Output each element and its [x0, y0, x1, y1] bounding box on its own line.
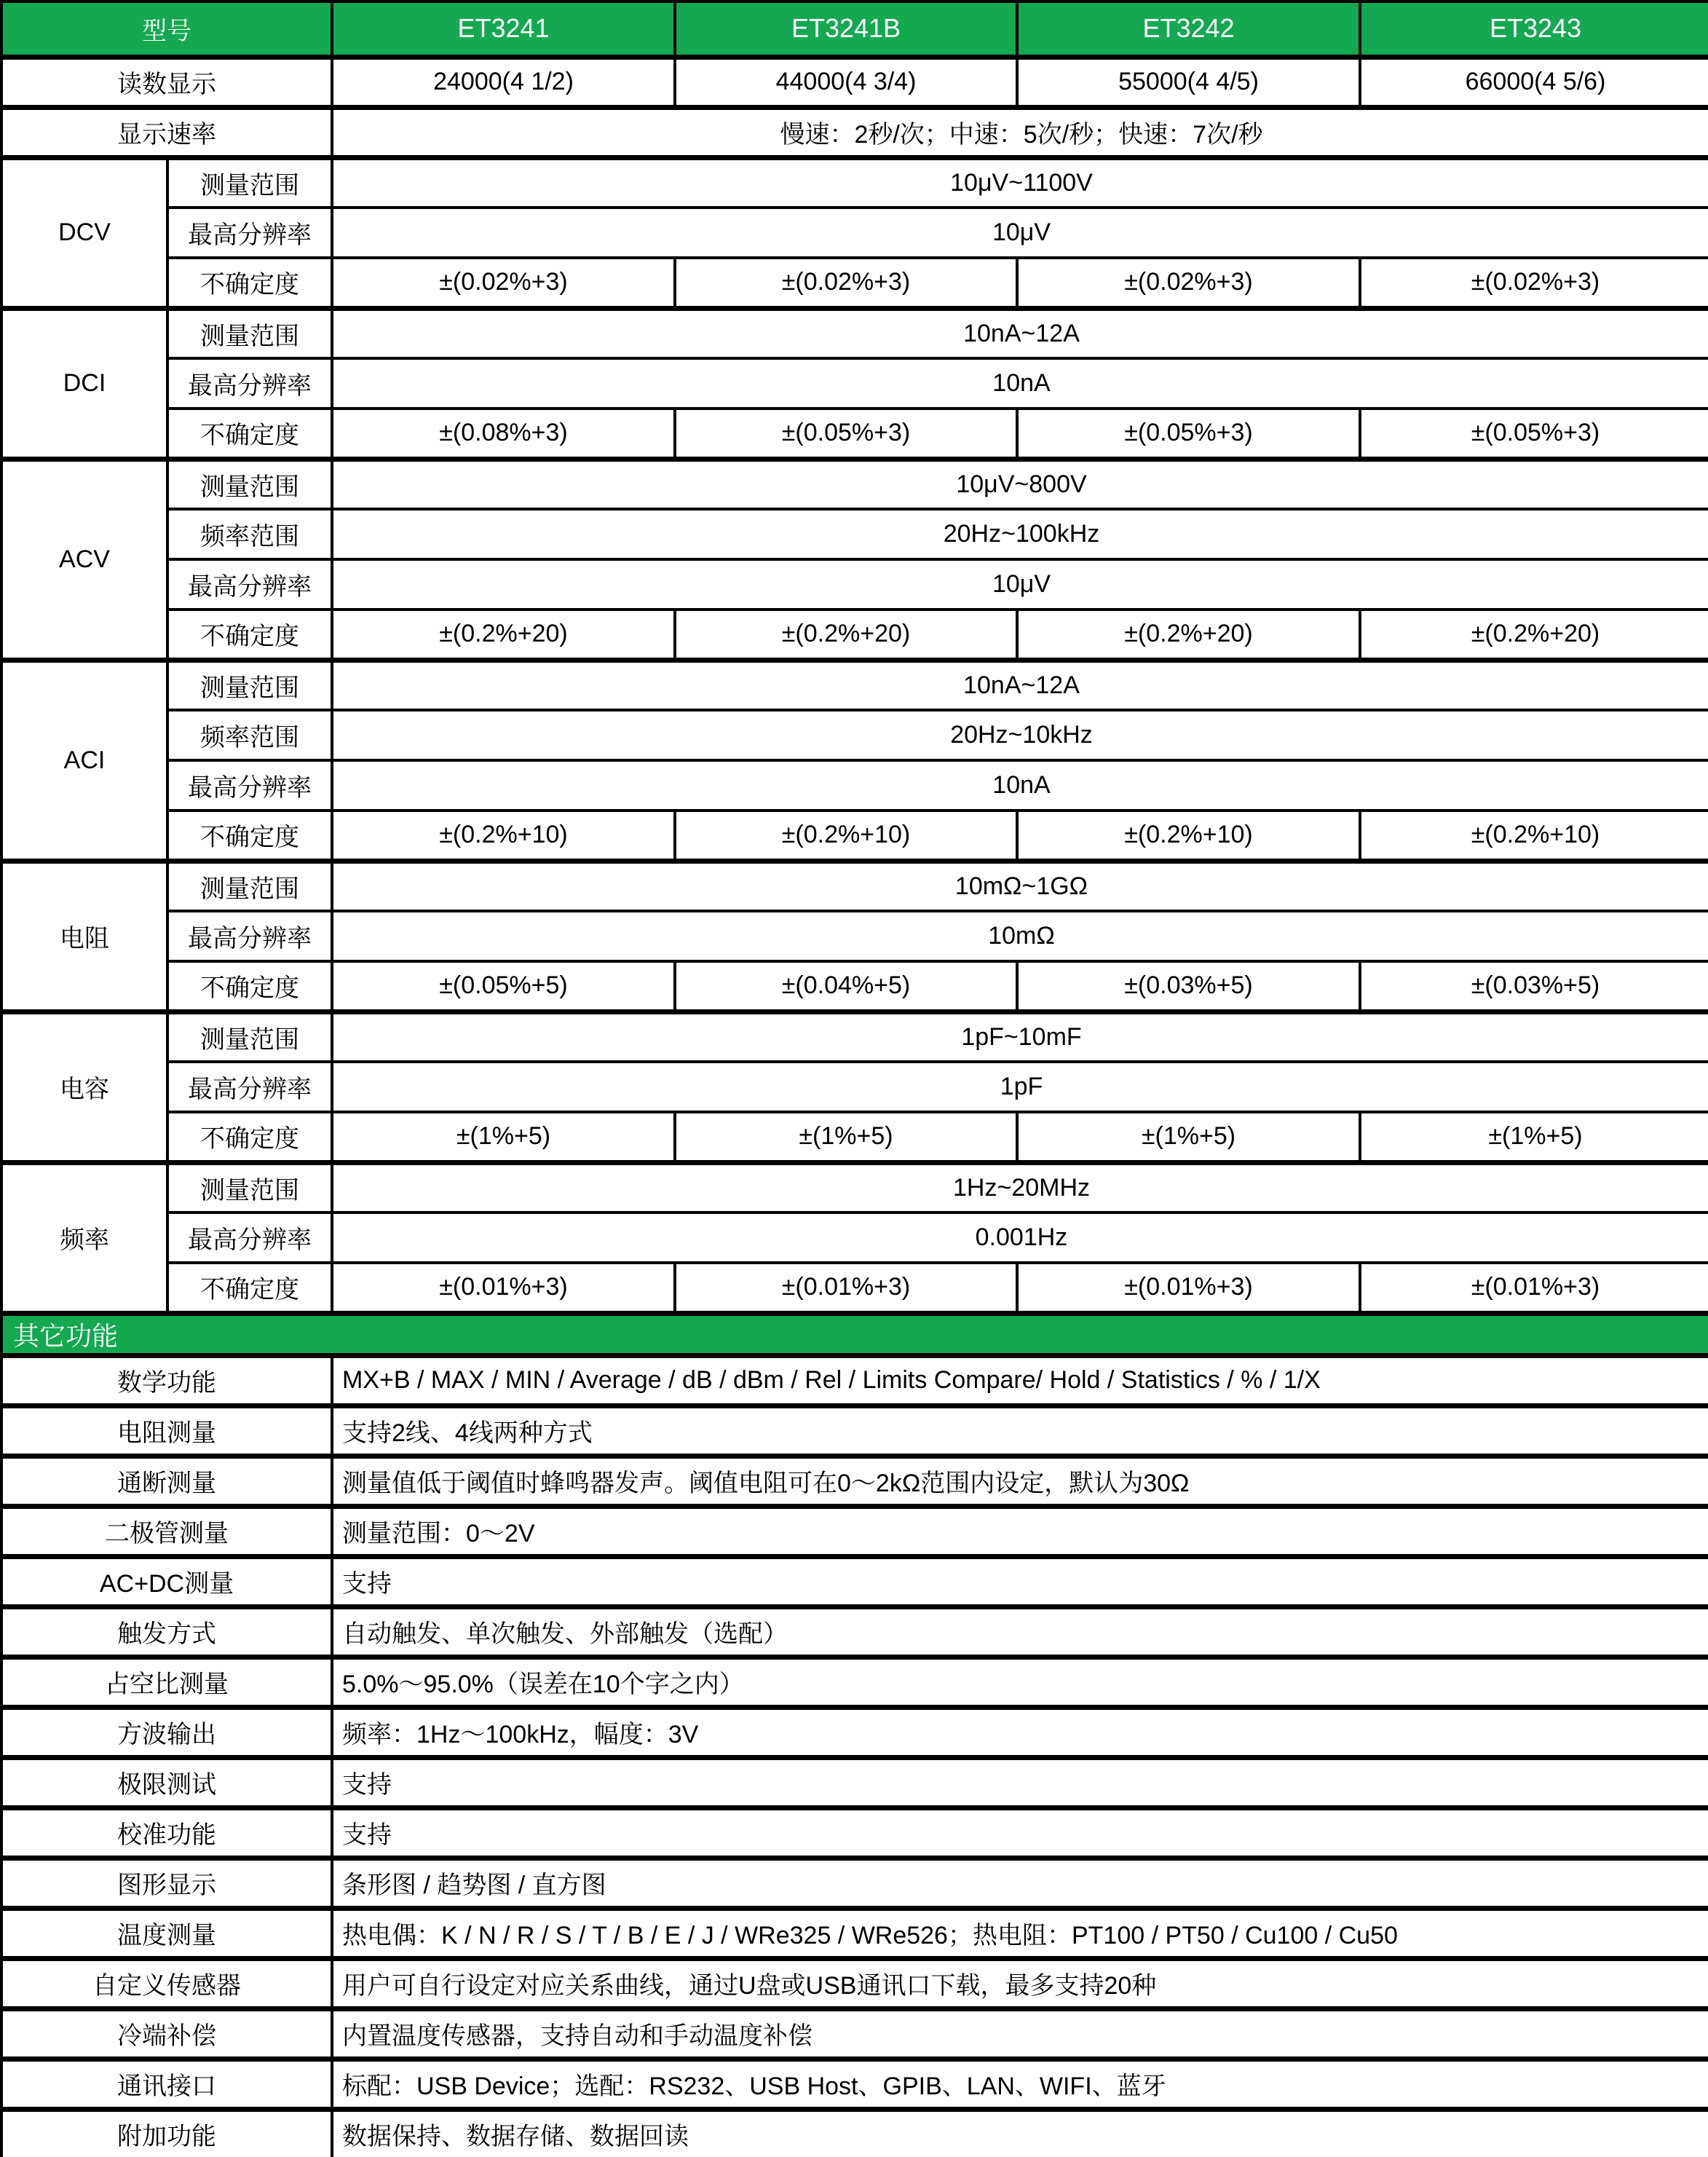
spec-label: 不确定度	[167, 811, 332, 861]
feature-label: 数学功能	[1, 1355, 332, 1405]
model-header-label: 型号	[1, 1, 332, 57]
feature-value: 支持	[332, 1556, 1708, 1606]
spec-value: ±(0.01%+3)	[1360, 1263, 1708, 1313]
spec-row	[1, 861, 1708, 911]
model-header-row	[1, 1, 1708, 57]
spec-value: ±(0.2%+20)	[1017, 610, 1360, 660]
spec-row	[1, 1263, 1708, 1313]
spec-row	[1, 1062, 1708, 1112]
spec-label: 不确定度	[167, 610, 332, 660]
spec-row	[1, 760, 1708, 811]
spec-value: ±(1%+5)	[1017, 1112, 1360, 1162]
spec-label: 不确定度	[167, 961, 332, 1012]
group-label: 频率	[1, 1162, 167, 1313]
spec-value: ±(0.01%+3)	[1017, 1263, 1360, 1313]
spec-row	[1, 559, 1708, 610]
spec-row	[1, 710, 1708, 760]
spec-label: 最高分辨率	[167, 1062, 332, 1112]
spec-value: ±(0.03%+5)	[1017, 961, 1360, 1012]
feature-row	[1, 2109, 1708, 2157]
spec-value: ±(0.2%+20)	[1360, 610, 1708, 660]
feature-row	[1, 1858, 1708, 1908]
spec-value: ±(1%+5)	[675, 1112, 1017, 1162]
spec-label: 最高分辨率	[167, 208, 332, 258]
spec-value: ±(1%+5)	[1360, 1112, 1708, 1162]
spec-label: 测量范围	[167, 861, 332, 911]
feature-value: 测量值低于阈值时蜂鸣器发声。阈值电阻可在0～2kΩ范围内设定，默认为30Ω	[332, 1456, 1708, 1506]
spec-value: ±(0.05%+5)	[332, 961, 675, 1012]
feature-row	[1, 2008, 1708, 2059]
feature-row	[1, 1757, 1708, 1807]
spec-label: 最高分辨率	[167, 760, 332, 811]
spec-label: 频率范围	[167, 509, 332, 559]
spec-value: ±(0.05%+3)	[675, 409, 1017, 459]
spec-value: ±(0.2%+10)	[1360, 811, 1708, 861]
reading-value: 44000(4 3/4)	[675, 57, 1017, 107]
feature-label: 附加功能	[1, 2109, 332, 2157]
feature-label: 温度测量	[1, 1908, 332, 1958]
feature-label: 占空比测量	[1, 1657, 332, 1707]
feature-row	[1, 1807, 1708, 1858]
feature-label: 方波输出	[1, 1707, 332, 1757]
feature-label: 自定义传感器	[1, 1958, 332, 2008]
spec-value: 1Hz~20MHz	[332, 1162, 1708, 1212]
spec-row	[1, 157, 1708, 208]
feature-label: AC+DC测量	[1, 1556, 332, 1606]
section-band-label: 其它功能	[1, 1313, 1708, 1355]
display-rate-row	[1, 107, 1708, 157]
feature-row	[1, 1657, 1708, 1707]
feature-label: 触发方式	[1, 1606, 332, 1657]
spec-row	[1, 358, 1708, 409]
spec-row	[1, 308, 1708, 358]
spec-value: 10nA	[332, 760, 1708, 811]
feature-value: 5.0%～95.0%（误差在10个字之内）	[332, 1657, 1708, 1707]
spec-row	[1, 961, 1708, 1012]
spec-value: ±(0.03%+5)	[1360, 961, 1708, 1012]
spec-value: 10nA~12A	[332, 660, 1708, 710]
rate-value: 慢速：2秒/次；中速：5次/秒；快速：7次/秒	[332, 107, 1708, 157]
spec-row	[1, 610, 1708, 660]
feature-value: 支持	[332, 1757, 1708, 1807]
model-col-header: ET3241	[332, 1, 675, 57]
row-label: 读数显示	[1, 57, 332, 107]
feature-row	[1, 1405, 1708, 1456]
spec-value: ±(0.2%+20)	[332, 610, 675, 660]
group-label: DCV	[1, 157, 167, 308]
reading-display-row	[1, 57, 1708, 107]
other-functions-band	[1, 1313, 1708, 1355]
spec-label: 最高分辨率	[167, 1212, 332, 1263]
feature-row	[1, 1355, 1708, 1405]
group-label: 电容	[1, 1012, 167, 1162]
spec-value: ±(0.2%+10)	[675, 811, 1017, 861]
feature-label: 图形显示	[1, 1858, 332, 1908]
reading-value: 55000(4 4/5)	[1017, 57, 1360, 107]
spec-value: ±(0.2%+10)	[1017, 811, 1360, 861]
spec-value: ±(0.01%+3)	[332, 1263, 675, 1313]
feature-label: 电阻测量	[1, 1405, 332, 1456]
spec-value: ±(0.2%+10)	[332, 811, 675, 861]
group-label: ACI	[1, 660, 167, 861]
feature-row	[1, 1707, 1708, 1757]
spec-value: 10μV	[332, 208, 1708, 258]
spec-label: 测量范围	[167, 308, 332, 358]
group-label: DCI	[1, 308, 167, 459]
spec-label: 不确定度	[167, 1112, 332, 1162]
spec-label: 测量范围	[167, 1162, 332, 1212]
feature-value: 测量范围：0～2V	[332, 1506, 1708, 1556]
spec-label: 测量范围	[167, 1012, 332, 1062]
spec-label: 最高分辨率	[167, 559, 332, 610]
feature-label: 极限测试	[1, 1757, 332, 1807]
spec-value: ±(0.05%+3)	[1017, 409, 1360, 459]
feature-label: 校准功能	[1, 1807, 332, 1858]
spec-value: 20Hz~10kHz	[332, 710, 1708, 760]
feature-row	[1, 1908, 1708, 1958]
model-col-header: ET3241B	[675, 1, 1017, 57]
spec-value: 1pF~10mF	[332, 1012, 1708, 1062]
spec-label: 测量范围	[167, 157, 332, 208]
spec-label: 最高分辨率	[167, 358, 332, 409]
feature-value: 条形图 / 趋势图 / 直方图	[332, 1858, 1708, 1908]
spec-row	[1, 258, 1708, 308]
spec-label: 最高分辨率	[167, 911, 332, 961]
spec-value: 0.001Hz	[332, 1212, 1708, 1263]
row-label: 显示速率	[1, 107, 332, 157]
feature-label: 二极管测量	[1, 1506, 332, 1556]
feature-label: 冷端补偿	[1, 2008, 332, 2059]
reading-value: 66000(4 5/6)	[1360, 57, 1708, 107]
spec-value: ±(0.04%+5)	[675, 961, 1017, 1012]
spec-value: 10nA~12A	[332, 308, 1708, 358]
feature-value: 内置温度传感器，支持自动和手动温度补偿	[332, 2008, 1708, 2059]
spec-value: ±(0.05%+3)	[1360, 409, 1708, 459]
spec-value: ±(0.08%+3)	[332, 409, 675, 459]
feature-value: 频率：1Hz～100kHz，幅度：3V	[332, 1707, 1708, 1757]
spec-row	[1, 1012, 1708, 1062]
spec-value: ±(0.02%+3)	[675, 258, 1017, 308]
feature-value: MX+B / MAX / MIN / Average / dB / dBm / Rel / Limits Compare/ Hold / Statistics / % / 1/X	[332, 1355, 1708, 1405]
feature-row	[1, 1456, 1708, 1506]
spec-label: 不确定度	[167, 258, 332, 308]
feature-value: 用户可自行设定对应关系曲线，通过U盘或USB通讯口下载，最多支持20种	[332, 1958, 1708, 2008]
feature-value: 支持2线、4线两种方式	[332, 1405, 1708, 1456]
reading-value: 24000(4 1/2)	[332, 57, 675, 107]
feature-value: 标配：USB Device；选配：RS232、USB Host、GPIB、LAN、WIFI、蓝牙	[332, 2059, 1708, 2109]
spec-value: 10mΩ	[332, 911, 1708, 961]
spec-value: 10μV	[332, 559, 1708, 610]
model-col-header: ET3243	[1360, 1, 1708, 57]
spec-value: 10μV~1100V	[332, 157, 1708, 208]
spec-row	[1, 1212, 1708, 1263]
spec-value: ±(0.01%+3)	[675, 1263, 1017, 1313]
spec-value: 10μV~800V	[332, 459, 1708, 509]
spec-row	[1, 660, 1708, 710]
spec-value: ±(0.02%+3)	[332, 258, 675, 308]
spec-row	[1, 208, 1708, 258]
spec-value: 20Hz~100kHz	[332, 509, 1708, 559]
spec-row	[1, 811, 1708, 861]
feature-row	[1, 1606, 1708, 1657]
spec-label: 测量范围	[167, 459, 332, 509]
feature-label: 通断测量	[1, 1456, 332, 1506]
feature-row	[1, 2059, 1708, 2109]
feature-row	[1, 1556, 1708, 1606]
spec-row	[1, 409, 1708, 459]
spec-value: 10mΩ~1GΩ	[332, 861, 1708, 911]
feature-value: 自动触发、单次触发、外部触发（选配）	[332, 1606, 1708, 1657]
spec-label: 测量范围	[167, 660, 332, 710]
spec-value: ±(0.02%+3)	[1017, 258, 1360, 308]
feature-value: 数据保持、数据存储、数据回读	[332, 2109, 1708, 2157]
group-label: 电阻	[1, 861, 167, 1012]
feature-value: 热电偶：K / N / R / S / T / B / E / J / WRe325 / WRe526；热电阻：PT100 / PT50 / Cu100 / Cu50	[332, 1908, 1708, 1958]
spec-value: 1pF	[332, 1062, 1708, 1112]
group-label: ACV	[1, 459, 167, 660]
feature-row	[1, 1958, 1708, 2008]
spec-row	[1, 459, 1708, 509]
spec-row	[1, 911, 1708, 961]
spec-value: ±(0.02%+3)	[1360, 258, 1708, 308]
spec-label: 频率范围	[167, 710, 332, 760]
feature-value: 支持	[332, 1807, 1708, 1858]
feature-row	[1, 1506, 1708, 1556]
spec-value: 10nA	[332, 358, 1708, 409]
model-col-header: ET3242	[1017, 1, 1360, 57]
spec-label: 不确定度	[167, 409, 332, 459]
spec-label: 不确定度	[167, 1263, 332, 1313]
feature-label: 通讯接口	[1, 2059, 332, 2109]
spec-row	[1, 1112, 1708, 1162]
spec-value: ±(1%+5)	[332, 1112, 675, 1162]
spec-value: ±(0.2%+20)	[675, 610, 1017, 660]
spec-row	[1, 509, 1708, 559]
spec-row	[1, 1162, 1708, 1212]
